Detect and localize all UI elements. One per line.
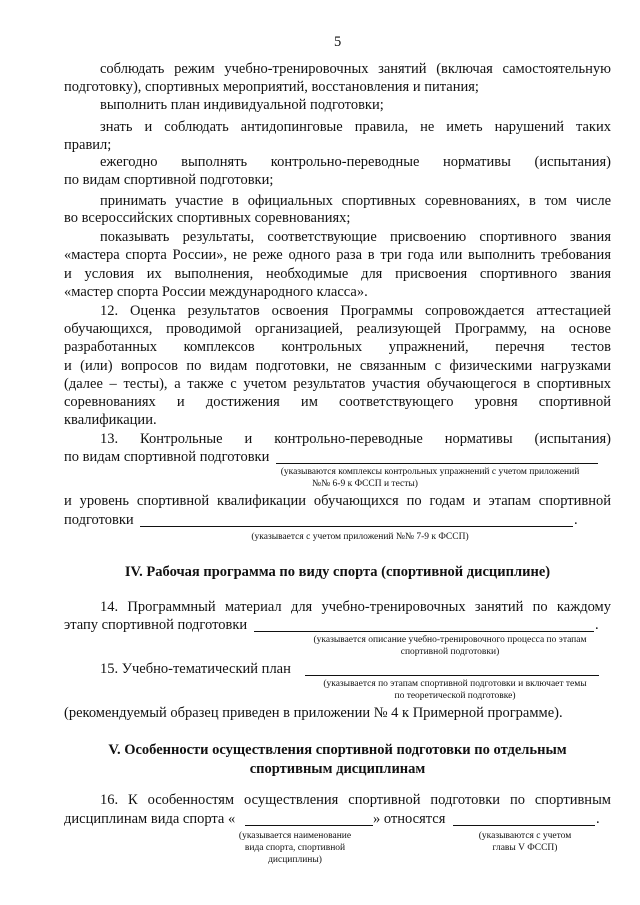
text-line: 12. Оценка результатов освоения Программы сопровождается аттестацией (100, 303, 611, 319)
footnote: (указывается наименование (238, 831, 352, 841)
footnote: по теоретической подготовке) (394, 691, 516, 701)
text-line: 15. Учебно-тематический план (100, 661, 291, 677)
fill-in-line (254, 631, 594, 632)
text-line: и условия их выполнения, необходимые для присвоения спортивного звания (64, 266, 611, 282)
text-line: соблюдать режим учебно-тренировочных занятий (включая самостоятельную (100, 61, 611, 77)
footnote: (указывается описание учебно-тренировочного процесса по этапам (313, 635, 587, 645)
fill-in-line (245, 825, 373, 826)
text-line: соревнованиях и достижения им соответствующего уровня спортивной (64, 394, 611, 410)
footnote: вида спорта, спортивной (244, 843, 346, 853)
footnote: (указываются комплексы контрольных упражнений с учетом приложений (280, 467, 580, 477)
text-line: по видам спортивной подготовки (64, 449, 270, 465)
text-line: во всероссийских спортивных соревнованиях; (64, 210, 351, 226)
fill-in-line (140, 526, 573, 527)
text-line: знать и соблюдать антидопинговые правила, не иметь нарушений таких (100, 119, 611, 135)
text-line: 14. Программный материал для учебно-тренировочных занятий по каждому (100, 599, 611, 615)
text-line: 13. Контрольные и контрольно-переводные нормативы (испытания) (100, 431, 611, 447)
text-line: по видам спортивной подготовки; (64, 172, 274, 188)
footnote: дисциплины) (268, 855, 322, 865)
page-number: 5 (334, 34, 342, 50)
text-line: «мастер спорта России международного класса». (64, 284, 368, 300)
text-line: квалификации. (64, 412, 157, 428)
period: . (596, 811, 600, 827)
text-line: этапу спортивной подготовки (64, 617, 248, 633)
text-line: » относятся (373, 811, 446, 827)
text-line: ежегодно выполнять контрольно-переводные нормативы (испытания) (100, 154, 611, 170)
text-line: показывать результаты, соответствующие присвоению спортивного звания (100, 229, 611, 245)
text-line: подготовку), спортивных мероприятий, восстановления и питания; (64, 79, 479, 95)
text-line: дисциплинам вида спорта « (64, 811, 236, 827)
fill-in-line (453, 825, 595, 826)
text-line: 16. К особенностям осуществления спортивной подготовки по спортивным (100, 792, 611, 808)
fill-in-line (276, 463, 598, 464)
footnote: (указывается по этапам спортивной подготовки и включает темы (323, 679, 587, 689)
text-line: выполнить план индивидуальной подготовки; (100, 97, 384, 113)
text-line: «мастера спорта России», не реже одного раза в три года или выполнить требования (64, 247, 611, 263)
section-heading: V. Особенности осуществления спортивной подготовки по отдельным (108, 742, 567, 758)
footnote: спортивной подготовки) (400, 647, 500, 657)
footnote: №№ 6-9 к ФССП и тесты) (312, 479, 418, 489)
section-heading: IV. Рабочая программа по виду спорта (спортивной дисциплине) (124, 564, 551, 580)
text-line: (рекомендуемый образец приведен в приложении № 4 к Примерной программе). (64, 705, 563, 721)
fill-in-line (305, 675, 599, 676)
period: . (574, 512, 578, 528)
text-line: принимать участие в официальных спортивных соревнованиях, в том числе (100, 193, 611, 209)
text-line: (далее – тесты), а также с учетом результатов участия обучающегося в спортивных (64, 376, 611, 392)
text-line: и уровень спортивной квалификации обучающихся по годам и этапам спортивной (64, 493, 611, 509)
text-line: и (или) вопросов по видам подготовки, не связанным с физическими нагрузками (64, 358, 611, 374)
footnote: главы V ФССП) (492, 843, 558, 853)
section-heading: спортивным дисциплинам (249, 761, 426, 777)
footnote: (указываются с учетом (478, 831, 572, 841)
text-line: подготовки (64, 512, 134, 528)
footnote: (указывается с учетом приложений №№ 7-9 к ФССП) (251, 532, 469, 542)
text-line: правил; (64, 137, 112, 153)
text-line: обучающихся, проводимой организацией, реализующей Программу, на основе (64, 321, 611, 337)
text-line: разработанных комплексов контрольных упражнений, перечня тестов (64, 339, 611, 355)
period: . (595, 617, 599, 633)
